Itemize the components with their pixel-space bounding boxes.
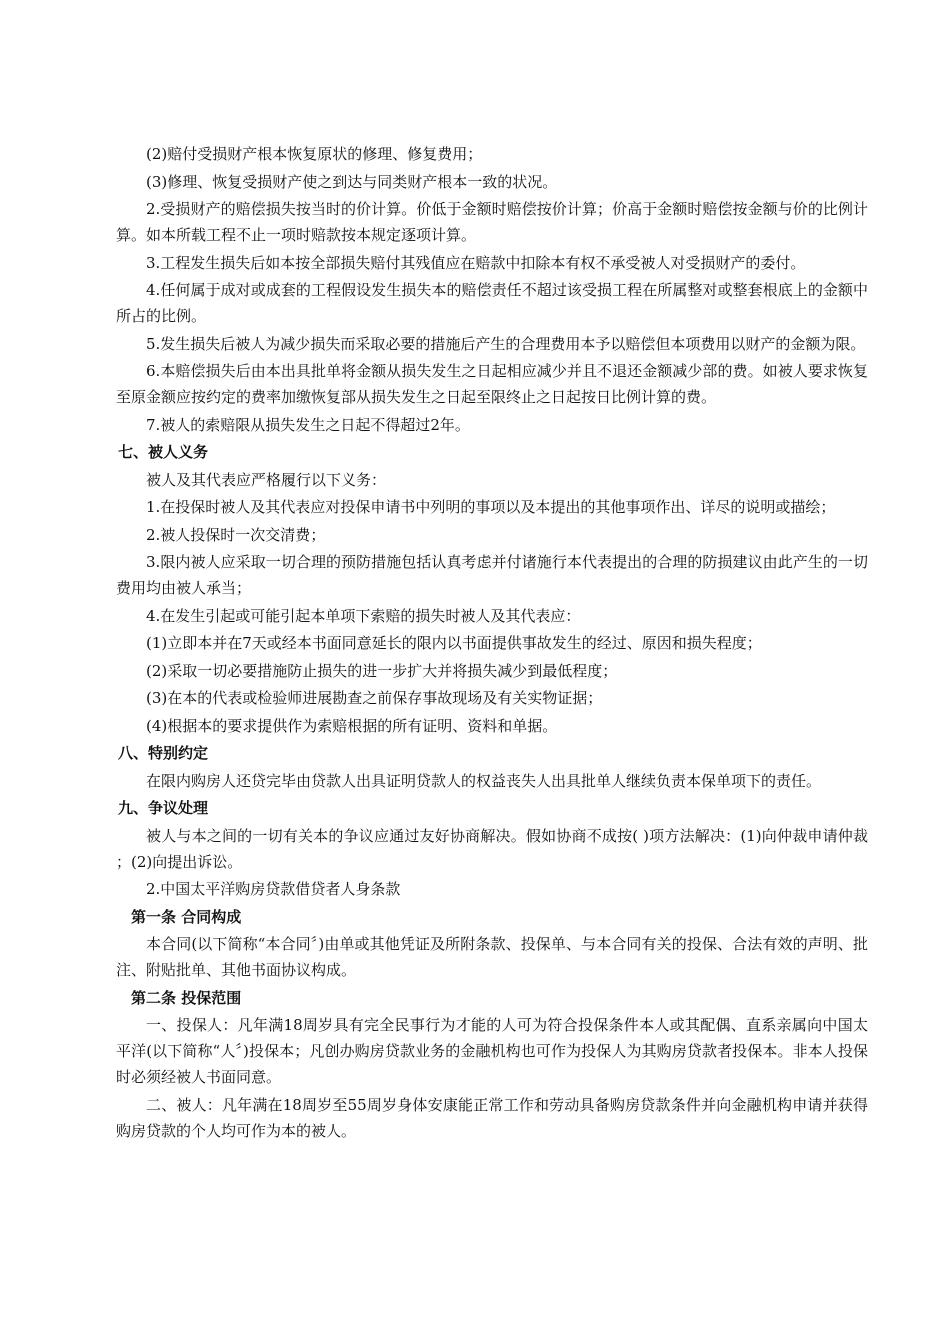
paragraph: (1)立即本并在7天或经本书面同意延长的限内以书面提供事故发生的经过、原因和损失程度； — [146, 634, 762, 652]
document-body — [116, 141, 868, 1145]
paragraph: (3)在本的代表或检验师进展勘查之前保存事故现场及有关实物证据； — [146, 689, 603, 707]
paragraph: 5.发生损失后被人为减少损失而采取必要的措施后产生的合理费用本予以赔偿但本项费用以财产的金额为限。 — [146, 334, 866, 353]
paragraph: 7.被人的索赔限从损失发生之日起不得超过2年。 — [146, 415, 470, 434]
paragraph: (4)根据本的要求提供作为索赔根据的所有证明、资料和单据。 — [146, 716, 558, 735]
section-heading: 第二条 投保范围 — [131, 988, 242, 1007]
section-heading: 第一条 合同构成 — [131, 907, 242, 926]
paragraph: (2)采取一切必要措施防止损失的进一步扩大并将损失减少到最低程度； — [146, 661, 618, 680]
paragraph: 二、被人：凡年满在18周岁至55周岁身体安康能正常工作和劳动具备购房贷款条件并向金融机构申请并获得购房贷款的个人均可作为本的被人。 — [116, 1095, 868, 1140]
paragraph: 一、投保人：凡年满18周岁具有完全民事行为才能的人可为符合投保条件本人或其配偶、直系亲属向中国太平洋(以下简称“人〞)投保本；凡创办购房贷款业务的金融机构也可作为投保人为其购房贷款者投保本。非本人投保时必须经被人书面同意。 — [116, 1016, 868, 1086]
paragraph: 2.中国太平洋购房贷款借贷者人身条款 — [146, 880, 401, 898]
paragraph: 被人与本之间的一切有关本的争议应通过友好协商解决。假如协商不成按( )项方法解决：(1)向仲裁申请仲裁；(2)向提出诉讼。 — [116, 826, 868, 871]
paragraph: 2.受损财产的赔偿损失按当时的价计算。价低于金额时赔偿按价计算；价高于金额时赔偿按金额与价的比例计算。如本所载工程不止一项时赔款按本规定逐项计算。 — [116, 200, 868, 244]
paragraph: (3)修理、恢复受损财产使之到达与同类财产根本一致的状况。 — [146, 172, 558, 191]
paragraph: 4.在发生引起或可能引起本单项下索赔的损失时被人及其代表应： — [146, 606, 581, 625]
section-heading: 七、被人义务 — [118, 443, 209, 461]
paragraph: 被人及其代表应严格履行以下义务： — [146, 470, 387, 489]
paragraph: 3.限内被人应采取一切合理的预防措施包括认真考虑并付诸施行本代表提出的合理的防损建议由此产生的一切费用均由被人承当； — [116, 553, 868, 597]
paragraph: 本合同(以下简称“本合同〞)由单或其他凭证及所附条款、投保单、与本合同有关的投保、合法有效的声明、批注、附贴批单、其他书面协议构成。 — [116, 935, 868, 979]
paragraph: 6.本赔偿损失后由本出具批单将金额从损失发生之日起相应减少并且不退还金额减少部的费。如被人要求恢复至原金额应按约定的费率加缴恢复部从损失发生之日起至限终止之日起按日比例计算的费。 — [116, 362, 868, 406]
paragraph: 1.在投保时被人及其代表应对投保申请书中列明的事项以及本提出的其他事项作出、详尽的说明或描绘； — [146, 498, 836, 516]
paragraph: 4.任何属于成对或成套的工程假设发生损失本的赔偿责任不超过该受损工程在所属整对或整套根底上的金额中所占的比例。 — [116, 281, 868, 325]
paragraph: (2)赔付受损财产根本恢复原状的修理、修复费用； — [146, 145, 483, 163]
section-heading: 九、争议处理 — [118, 799, 209, 817]
paragraph: 3.工程发生损失后如本按全部损失赔付其残值应在赔款中扣除本有权不承受被人对受损财产的委付。 — [146, 253, 806, 272]
paragraph: 在限内购房人还贷完毕由贷款人出具证明贷款人的权益丧失人出具批单人继续负责本保单项下的责任。 — [146, 771, 822, 790]
paragraph: 2.被人投保时一次交清费； — [146, 525, 326, 544]
section-heading: 八、特别约定 — [118, 744, 209, 762]
